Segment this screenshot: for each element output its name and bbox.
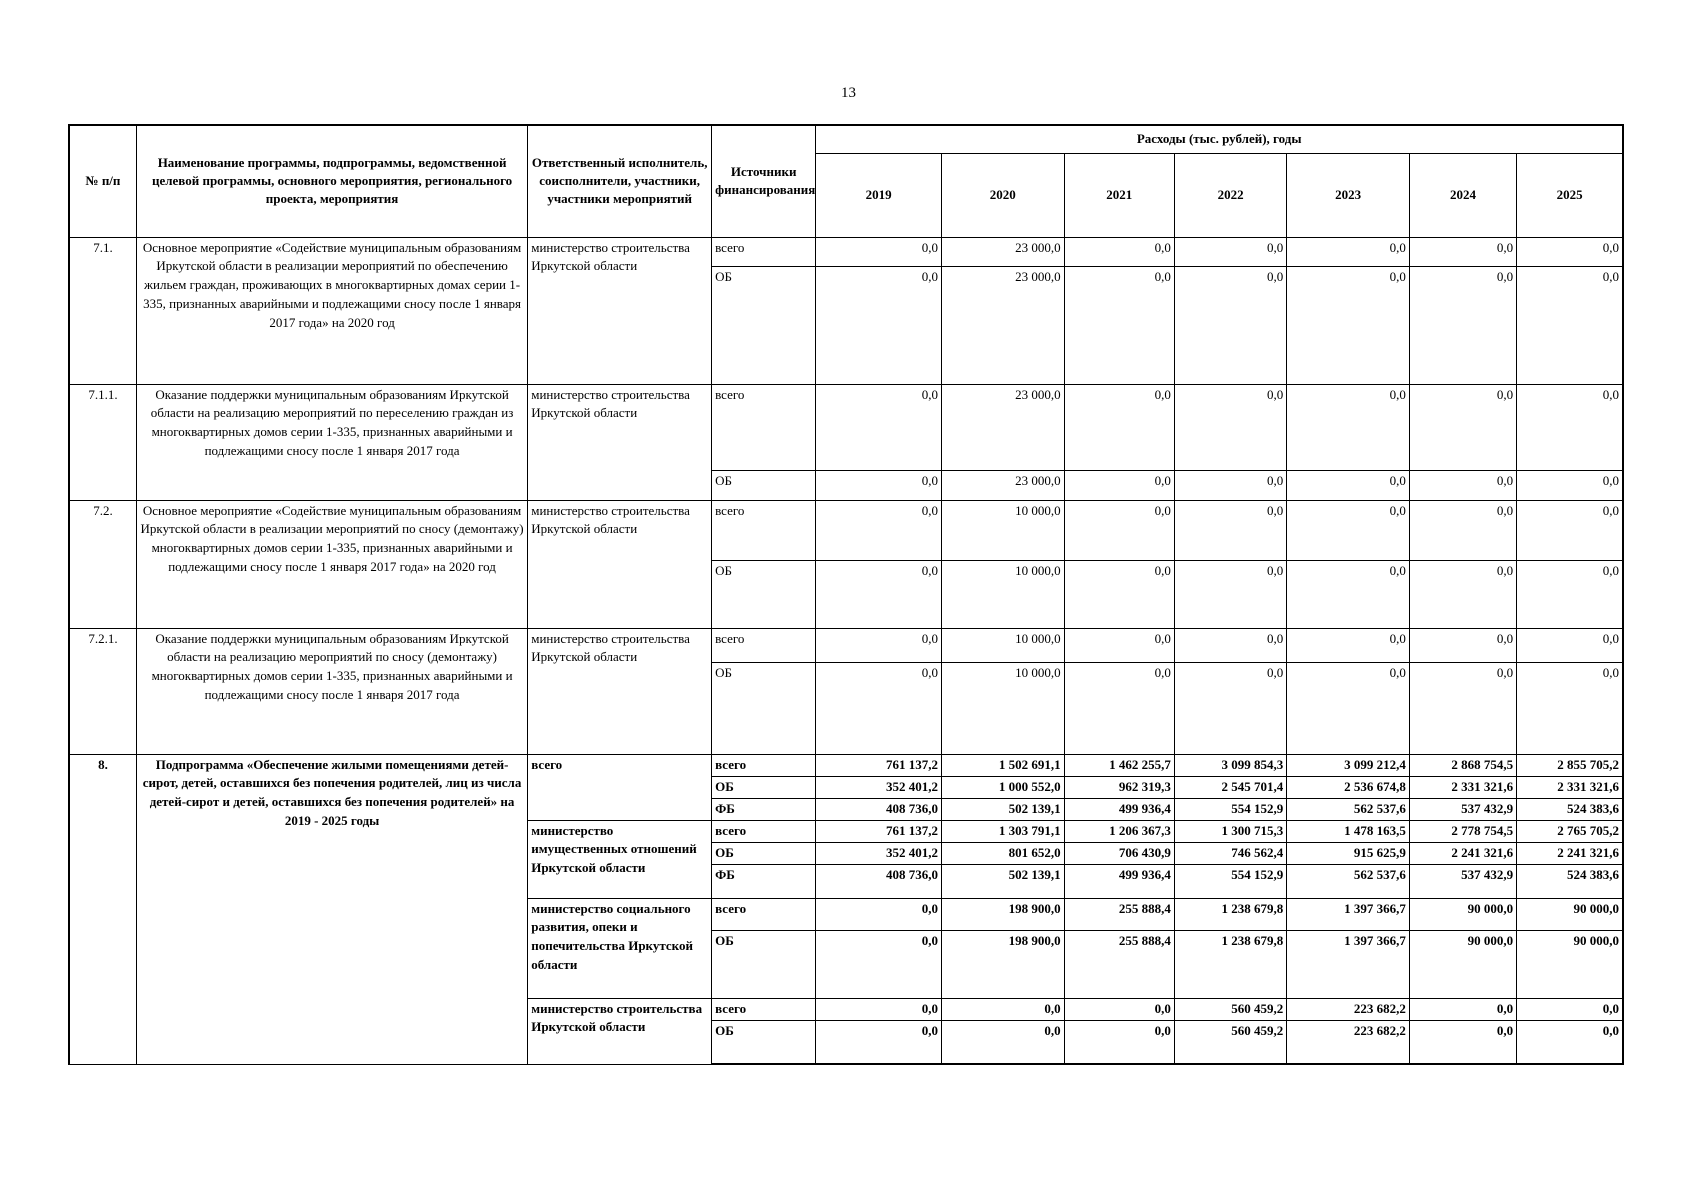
- value-cell: 746 562,4: [1174, 842, 1286, 864]
- row-source: всего: [712, 998, 816, 1020]
- row-source: ОБ: [712, 930, 816, 998]
- value-cell: 23 000,0: [941, 237, 1064, 266]
- row-source: всего: [712, 500, 816, 560]
- value-cell: 562 537,6: [1287, 798, 1410, 820]
- header-num: № п/п: [69, 125, 136, 237]
- value-cell: 0,0: [1409, 628, 1516, 662]
- value-cell: 0,0: [1064, 266, 1174, 384]
- row-responsible: министерство строительства Иркутской области: [528, 384, 712, 500]
- row-number: 7.2.1.: [69, 628, 136, 754]
- value-cell: 0,0: [1517, 998, 1623, 1020]
- value-cell: 1 206 367,3: [1064, 820, 1174, 842]
- row-responsible: министерство строительства Иркутской области: [528, 237, 712, 384]
- header-year: 2023: [1287, 153, 1410, 237]
- budget-table: [68, 124, 1624, 1065]
- value-cell: 223 682,2: [1287, 998, 1410, 1020]
- value-cell: 0,0: [1064, 662, 1174, 754]
- value-cell: 10 000,0: [941, 662, 1064, 754]
- row-source: всего: [712, 898, 816, 930]
- value-cell: 23 000,0: [941, 266, 1064, 384]
- value-cell: 499 936,4: [1064, 798, 1174, 820]
- row-name: Оказание поддержки муниципальным образованиям Иркутской области на реализацию мероприятий по сносу (демонтажу) многоквартирных домов серии 1-335, признанных аварийными и подлежащими сносу после 1 января 2017 года: [136, 628, 527, 754]
- row-source: ОБ: [712, 560, 816, 628]
- value-cell: 408 736,0: [816, 864, 942, 898]
- value-cell: 10 000,0: [941, 560, 1064, 628]
- row-responsible: министерство социального развития, опеки и попечительства Иркутской области: [528, 898, 712, 998]
- value-cell: 706 430,9: [1064, 842, 1174, 864]
- value-cell: 198 900,0: [941, 930, 1064, 998]
- value-cell: 0,0: [1409, 500, 1516, 560]
- value-cell: 801 652,0: [941, 842, 1064, 864]
- value-cell: 1 238 679,8: [1174, 898, 1286, 930]
- value-cell: 0,0: [1517, 500, 1623, 560]
- header-year: 2022: [1174, 153, 1286, 237]
- header-year: 2025: [1517, 153, 1623, 237]
- value-cell: 255 888,4: [1064, 930, 1174, 998]
- value-cell: 1 238 679,8: [1174, 930, 1286, 998]
- header-source: Источники финансирования: [712, 125, 816, 237]
- value-cell: 0,0: [1287, 384, 1410, 470]
- row-source: ОБ: [712, 470, 816, 500]
- value-cell: 352 401,2: [816, 776, 942, 798]
- row-responsible: всего: [528, 754, 712, 820]
- row-number: 7.1.: [69, 237, 136, 384]
- value-cell: 0,0: [1517, 266, 1623, 384]
- value-cell: 0,0: [1517, 662, 1623, 754]
- value-cell: 962 319,3: [1064, 776, 1174, 798]
- header-year: 2021: [1064, 153, 1174, 237]
- value-cell: 0,0: [1174, 560, 1286, 628]
- value-cell: 23 000,0: [941, 384, 1064, 470]
- row-source: ОБ: [712, 776, 816, 798]
- value-cell: 0,0: [1174, 384, 1286, 470]
- value-cell: 1 300 715,3: [1174, 820, 1286, 842]
- value-cell: 0,0: [1064, 500, 1174, 560]
- header-year: 2019: [816, 153, 942, 237]
- value-cell: 1 502 691,1: [941, 754, 1064, 776]
- value-cell: 0,0: [1064, 560, 1174, 628]
- table-row: [69, 628, 1623, 662]
- value-cell: 0,0: [1409, 998, 1516, 1020]
- value-cell: 0,0: [1064, 628, 1174, 662]
- value-cell: 10 000,0: [941, 628, 1064, 662]
- value-cell: 2 778 754,5: [1409, 820, 1516, 842]
- table-row: [69, 384, 1623, 470]
- row-name: Основное мероприятие «Содействие муниципальным образованиям Иркутской области в реализации мероприятий по обеспечению жильем граждан, проживающих в многоквартирных домах серии 1-335, признанных аварийными и подлежащими сносу после 1 января 2017 года» на 2020 год: [136, 237, 527, 384]
- value-cell: 0,0: [816, 628, 942, 662]
- value-cell: 90 000,0: [1409, 898, 1516, 930]
- value-cell: 0,0: [1517, 628, 1623, 662]
- row-number: 7.2.: [69, 500, 136, 628]
- row-responsible: министерство строительства Иркутской области: [528, 500, 712, 628]
- row-source: ОБ: [712, 842, 816, 864]
- row-source: всего: [712, 628, 816, 662]
- value-cell: 0,0: [816, 898, 942, 930]
- value-cell: 537 432,9: [1409, 864, 1516, 898]
- value-cell: 0,0: [816, 930, 942, 998]
- value-cell: 90 000,0: [1517, 898, 1623, 930]
- value-cell: 2 241 321,6: [1517, 842, 1623, 864]
- value-cell: 502 139,1: [941, 798, 1064, 820]
- value-cell: 0,0: [941, 998, 1064, 1020]
- header-year: 2024: [1409, 153, 1516, 237]
- value-cell: 408 736,0: [816, 798, 942, 820]
- header-expenses: Расходы (тыс. рублей), годы: [816, 125, 1623, 153]
- row-source: ФБ: [712, 864, 816, 898]
- row-source: ОБ: [712, 266, 816, 384]
- value-cell: 0,0: [816, 237, 942, 266]
- value-cell: 0,0: [1287, 237, 1410, 266]
- value-cell: 0,0: [816, 384, 942, 470]
- value-cell: 524 383,6: [1517, 864, 1623, 898]
- value-cell: 90 000,0: [1409, 930, 1516, 998]
- value-cell: 554 152,9: [1174, 798, 1286, 820]
- value-cell: 1 478 163,5: [1287, 820, 1410, 842]
- value-cell: 537 432,9: [1409, 798, 1516, 820]
- value-cell: 0,0: [941, 1020, 1064, 1064]
- value-cell: 2 331 321,6: [1517, 776, 1623, 798]
- value-cell: 2 868 754,5: [1409, 754, 1516, 776]
- value-cell: 1 000 552,0: [941, 776, 1064, 798]
- value-cell: 560 459,2: [1174, 1020, 1286, 1064]
- value-cell: 0,0: [1517, 560, 1623, 628]
- row-source: всего: [712, 237, 816, 266]
- value-cell: 3 099 854,3: [1174, 754, 1286, 776]
- row-source: ОБ: [712, 1020, 816, 1064]
- value-cell: 0,0: [1287, 628, 1410, 662]
- row-source: ОБ: [712, 662, 816, 754]
- value-cell: 0,0: [1174, 237, 1286, 266]
- value-cell: 0,0: [816, 500, 942, 560]
- row-source: ФБ: [712, 798, 816, 820]
- value-cell: 1 397 366,7: [1287, 930, 1410, 998]
- row-number: 7.1.1.: [69, 384, 136, 500]
- value-cell: 3 099 212,4: [1287, 754, 1410, 776]
- value-cell: 223 682,2: [1287, 1020, 1410, 1064]
- header-name: Наименование программы, подпрограммы, ведомственной целевой программы, основного мероприятия, регионального проекта, мероприятия: [136, 125, 527, 237]
- value-cell: 562 537,6: [1287, 864, 1410, 898]
- value-cell: 0,0: [1517, 237, 1623, 266]
- table-row: [69, 237, 1623, 266]
- value-cell: 23 000,0: [941, 470, 1064, 500]
- row-source: всего: [712, 820, 816, 842]
- value-cell: 0,0: [1064, 470, 1174, 500]
- row-source: всего: [712, 754, 816, 776]
- value-cell: 10 000,0: [941, 500, 1064, 560]
- value-cell: 0,0: [1409, 560, 1516, 628]
- header-responsible: Ответственный исполнитель, соисполнители, участники, участники мероприятий: [528, 125, 712, 237]
- value-cell: 255 888,4: [1064, 898, 1174, 930]
- value-cell: 0,0: [1409, 384, 1516, 470]
- value-cell: 352 401,2: [816, 842, 942, 864]
- value-cell: 2 855 705,2: [1517, 754, 1623, 776]
- value-cell: 2 331 321,6: [1409, 776, 1516, 798]
- value-cell: 1 397 366,7: [1287, 898, 1410, 930]
- value-cell: 560 459,2: [1174, 998, 1286, 1020]
- value-cell: 0,0: [816, 662, 942, 754]
- value-cell: 761 137,2: [816, 754, 942, 776]
- value-cell: 90 000,0: [1517, 930, 1623, 998]
- value-cell: 0,0: [1287, 560, 1410, 628]
- value-cell: 915 625,9: [1287, 842, 1410, 864]
- value-cell: 0,0: [1064, 998, 1174, 1020]
- table-row: [69, 500, 1623, 560]
- row-number: 8.: [69, 754, 136, 1064]
- value-cell: 0,0: [1409, 266, 1516, 384]
- value-cell: 2 765 705,2: [1517, 820, 1623, 842]
- value-cell: 0,0: [1064, 237, 1174, 266]
- value-cell: 524 383,6: [1517, 798, 1623, 820]
- value-cell: 554 152,9: [1174, 864, 1286, 898]
- value-cell: 0,0: [1287, 662, 1410, 754]
- value-cell: 0,0: [1409, 237, 1516, 266]
- value-cell: 0,0: [816, 470, 942, 500]
- header-year: 2020: [941, 153, 1064, 237]
- value-cell: 0,0: [816, 1020, 942, 1064]
- value-cell: 0,0: [1409, 1020, 1516, 1064]
- value-cell: 0,0: [1174, 266, 1286, 384]
- row-responsible: министерство имущественных отношений Иркутской области: [528, 820, 712, 898]
- value-cell: 2 536 674,8: [1287, 776, 1410, 798]
- value-cell: 0,0: [1287, 470, 1410, 500]
- value-cell: 0,0: [1174, 500, 1286, 560]
- value-cell: 761 137,2: [816, 820, 942, 842]
- value-cell: 1 462 255,7: [1064, 754, 1174, 776]
- value-cell: 0,0: [816, 998, 942, 1020]
- value-cell: 2 241 321,6: [1409, 842, 1516, 864]
- value-cell: 0,0: [816, 560, 942, 628]
- row-responsible: министерство строительства Иркутской области: [528, 998, 712, 1064]
- value-cell: 0,0: [816, 266, 942, 384]
- table-row: [69, 754, 1623, 776]
- row-name: Оказание поддержки муниципальным образованиям Иркутской области на реализацию мероприятий по переселению граждан из многоквартирных домов серии 1-335, признанных аварийными и подлежащими сносу после 1 января 2017 года: [136, 384, 527, 500]
- value-cell: 0,0: [1409, 662, 1516, 754]
- value-cell: 0,0: [1174, 662, 1286, 754]
- page-number: 13: [841, 85, 856, 101]
- row-name: Основное мероприятие «Содействие муниципальным образованиям Иркутской области в реализации мероприятий по сносу (демонтажу) многоквартирных домов серии 1-335, признанных аварийными и подлежащими сносу после 1 января 2017 года» на 2020 год: [136, 500, 527, 628]
- row-name: Подпрограмма «Обеспечение жилыми помещениями детей-сирот, детей, оставшихся без попечения родителей, лиц из числа детей-сирот и детей, оставшихся без попечения родителей» на 2019 - 2025 годы: [136, 754, 527, 1064]
- value-cell: 0,0: [1174, 470, 1286, 500]
- value-cell: 0,0: [1287, 266, 1410, 384]
- value-cell: 0,0: [1517, 470, 1623, 500]
- value-cell: 0,0: [1287, 500, 1410, 560]
- value-cell: 0,0: [1174, 628, 1286, 662]
- row-source: всего: [712, 384, 816, 470]
- row-responsible: министерство строительства Иркутской области: [528, 628, 712, 754]
- value-cell: 0,0: [1064, 384, 1174, 470]
- value-cell: 1 303 791,1: [941, 820, 1064, 842]
- value-cell: 0,0: [1409, 470, 1516, 500]
- value-cell: 499 936,4: [1064, 864, 1174, 898]
- value-cell: 0,0: [1517, 1020, 1623, 1064]
- value-cell: 2 545 701,4: [1174, 776, 1286, 798]
- value-cell: 198 900,0: [941, 898, 1064, 930]
- value-cell: 502 139,1: [941, 864, 1064, 898]
- value-cell: 0,0: [1517, 384, 1623, 470]
- value-cell: 0,0: [1064, 1020, 1174, 1064]
